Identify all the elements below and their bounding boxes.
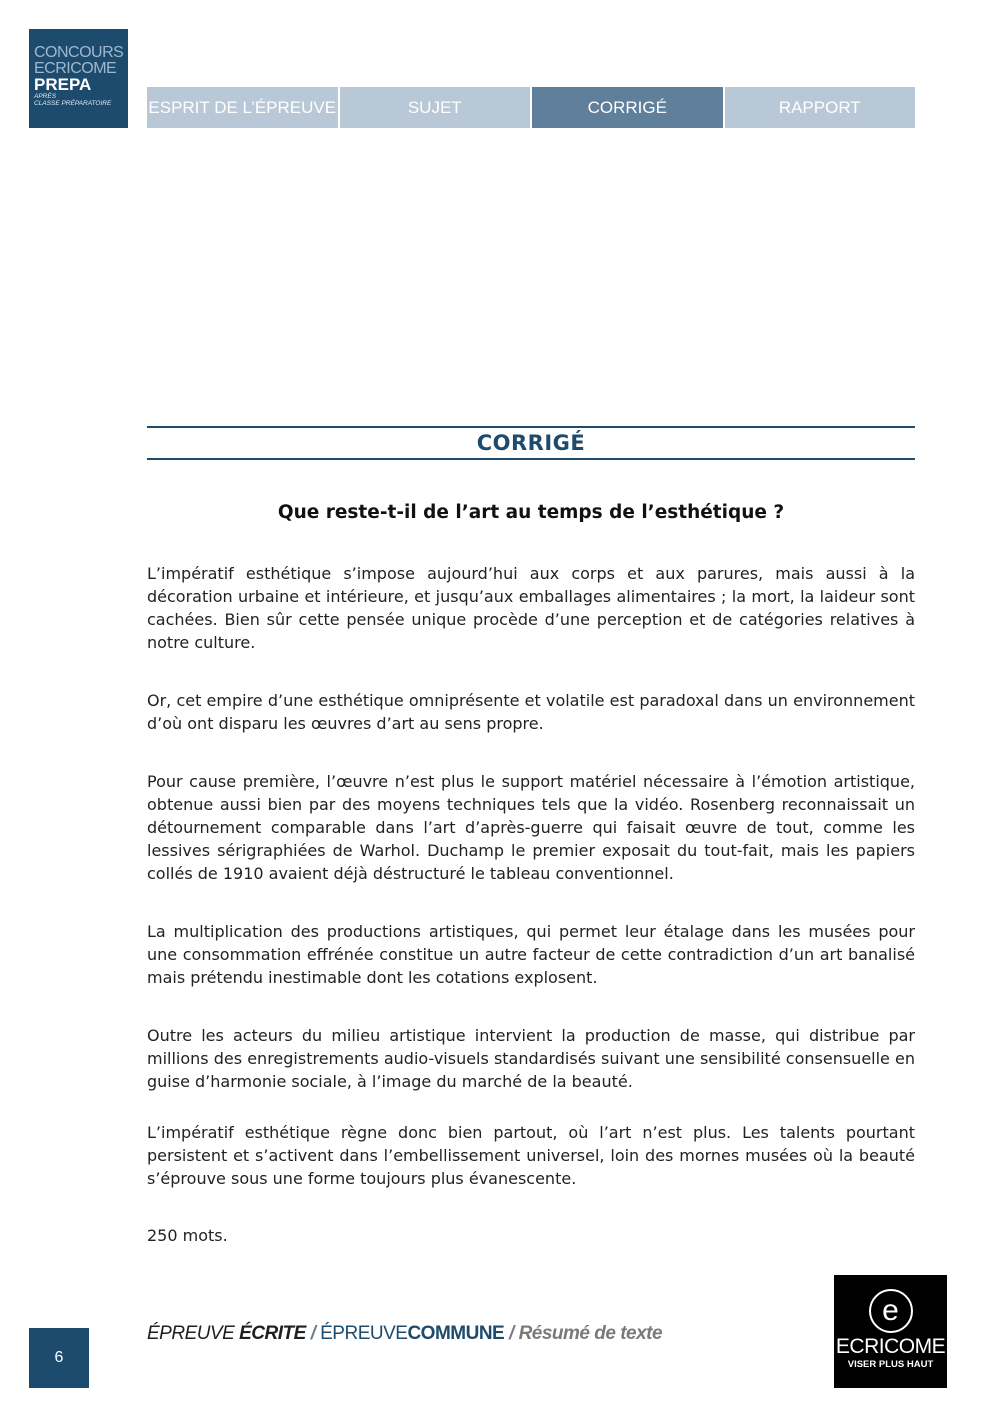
- concours-ecricome-prepa-logo: [29, 29, 128, 128]
- logo-line-apres: APRÈS: [34, 93, 57, 100]
- paragraph: La multiplication des productions artistiques, qui permet leur étalage dans les musées pour une consommation effrénée constitue un autre facteur de cette contradiction d’un art banalisé mais prétendu inestimable dont les cotations explosent.: [147, 922, 915, 987]
- logo-line-classe: CLASSE PRÉPARATOIRE: [34, 99, 112, 107]
- brand-tagline: VISER PLUS HAUT: [847, 1359, 934, 1370]
- page-number-value: 6: [54, 1349, 64, 1366]
- tab-label: ESPRIT DE L’ÉPREUVE: [148, 97, 337, 117]
- tab-corrige[interactable]: [532, 87, 723, 128]
- page-number: [29, 1328, 89, 1388]
- footer-ecrite: ÉCRITE: [239, 1323, 306, 1344]
- footer-epreuve-2: ÉPREUVE: [320, 1323, 408, 1344]
- section-tabs: [147, 87, 915, 128]
- subject-title: Que reste-t-il de l’art au temps de l’esthétique ?: [277, 502, 785, 523]
- tab-rapport[interactable]: [725, 87, 916, 128]
- paragraph: L’impératif esthétique règne donc bien partout, où l’art n’est plus. Les talents pourtant persistent et s’activent dans l’embellissement universel, loin des mornes musées où la beauté s’éprouve sous une forme toujours plus évanescente.: [147, 1123, 915, 1188]
- section-title: CORRIGÉ: [476, 431, 586, 455]
- ecricome-e-icon: e: [869, 1289, 913, 1333]
- tab-label: SUJET: [407, 97, 462, 117]
- tab-sujet[interactable]: [340, 87, 531, 128]
- tab-label: CORRIGÉ: [587, 97, 667, 117]
- logo-line-ecricome: ECRICOME: [34, 60, 117, 77]
- ecricome-brand-logo: [834, 1275, 947, 1388]
- footer-commune: COMMUNE: [407, 1323, 505, 1344]
- tab-esprit-epreuve[interactable]: [147, 87, 338, 128]
- section-heading: [147, 426, 915, 460]
- paragraph: L’impératif esthétique s’impose aujourd’hui aux corps et aux parures, mais aussi à la décoration urbaine et intérieure, et jusqu’aux emballages alimentaires ; la mort, la laideur sont cachées. Bien sûr cette pensée unique procède d’une perception et de catégories relatives à notre culture.: [147, 564, 915, 652]
- brand-name: ECRICOME: [835, 1335, 946, 1358]
- paragraph: Outre les acteurs du milieu artistique intervient la production de masse, qui distribue par millions des enregistrements audio-visuels standardisés suivant une sensibilité consensuelle en guise d’harmonie sociale, à l’image du marché de la beauté.: [147, 1026, 915, 1091]
- logo-line-concours: CONCOURS: [34, 44, 124, 61]
- logo-line-prepa: PREPA: [34, 75, 92, 94]
- paragraph: Or, cet empire d’une esthétique omniprésente et volatile est paradoxal dans un environnement d’où ont disparu les œuvres d’art au sens propre.: [147, 691, 915, 733]
- footer-epreuve: ÉPREUVE: [147, 1323, 235, 1344]
- footer-separator: /: [310, 1323, 316, 1344]
- paragraph: Pour cause première, l’œuvre n’est plus le support matériel nécessaire à l’émotion artistique, obtenue aussi bien par des moyens techniques tels que la vidéo. Rosenberg reconnaissait un détournement comparable dans l’art d’après-guerre qui faisait œuvre de tout, comme les lessives sérigraphiées de Warhol. Duchamp le premier exposait du tout-fait, mais les papiers collés de 1910 avaient déjà déstructuré le tableau conventionnel.: [147, 772, 915, 883]
- footer-resume: Résumé de texte: [518, 1323, 663, 1344]
- footer-separator: /: [509, 1323, 514, 1344]
- word-count: 250 mots.: [147, 1226, 228, 1245]
- tab-label: RAPPORT: [778, 97, 861, 117]
- footer-exam-label: [147, 1323, 662, 1345]
- document-body: [147, 562, 915, 1247]
